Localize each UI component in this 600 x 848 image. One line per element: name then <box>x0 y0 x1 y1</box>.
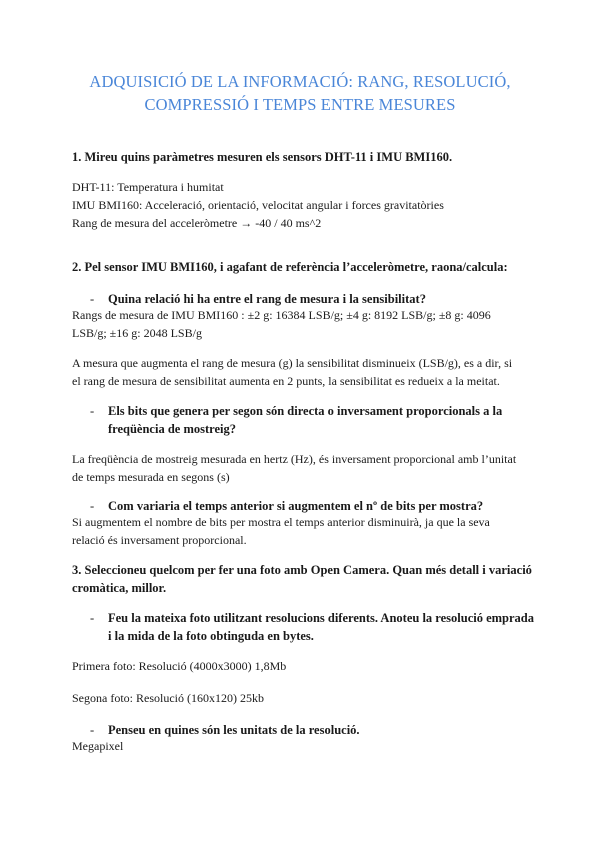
bullet-dash: - <box>90 611 95 625</box>
q3-photo-2: Segona foto: Resolució (160x120) 25kb <box>72 691 264 705</box>
bullet-dash: - <box>90 723 95 737</box>
q2-bullet-2-text: Els bits que genera per segon són directa o inversament proporcionals a la freqüència de mostreig? <box>108 404 503 436</box>
q3-bullet-1-text: Feu la mateixa foto utilitzant resolucions diferents. Anoteu la resolució emprada i la mida de la foto obtinguda en bytes. <box>108 611 535 643</box>
q2-b3-answer: Si augmentem el nombre de bits per mostra el temps anterior disminuirà, ja que la seva relació és inversament proporcional. <box>72 515 490 547</box>
q2-bullet-1-text: Quina relació hi ha entre el rang de mesura i la sensibilitat? <box>108 292 426 306</box>
q2-b1-paragraph: A mesura que augmenta el rang de mesura (g) la sensibilitat disminueix (LSB/g), es a dir, si el rang de mesura de sensibilitat aumenta en 2 punts, la sensibilitat es redueix a la meitat. <box>72 356 513 388</box>
q2-heading: 2. Pel sensor IMU BMI160, i agafant de referència l’acceleròmetre, raona/calcula: <box>72 260 508 274</box>
q3-bullet-2-text: Penseu en quines són les unitats de la resolució. <box>108 723 360 737</box>
bullet-dash: - <box>90 292 95 306</box>
title-line-1: ADQUISICIÓ DE LA INFORMACIÓ: RANG, RESOLUCIÓ, <box>89 72 511 91</box>
bullet-dash: - <box>90 404 95 418</box>
q3-photo-1: Primera foto: Resolució (4000x3000) 1,8Mb <box>72 659 287 673</box>
q1-answer <box>72 178 532 232</box>
q2-b1-answer: Rangs de mesura de IMU BMI160 : ±2 g: 16384 LSB/g; ±4 g: 8192 LSB/g; ±8 g: 4096 LSB/g; ±16 g: 2048 LSB/g <box>72 308 491 340</box>
bullet-dash: - <box>90 499 95 513</box>
q1-heading: 1. Mireu quins paràmetres mesuren els sensors DHT-11 i IMU BMI160. <box>72 150 453 164</box>
q1-line-dht11: DHT-11: Temperatura i humitat <box>72 180 224 194</box>
q3-b2-answer: Megapixel <box>72 739 124 753</box>
q2-bullet-3-text: Com variaria el temps anterior si augmentem el nº de bits per mostra? <box>108 499 484 513</box>
q1-line-imu: IMU BMI160: Acceleració, orientació, velocitat angular i forces gravitatòries <box>72 198 444 212</box>
title-line-2: COMPRESSIÓ I TEMPS ENTRE MESURES <box>144 95 456 114</box>
q1-line-range: Rang de mesura del acceleròmetre → -40 / 40 ms^2 <box>72 216 322 230</box>
document-title <box>60 70 540 116</box>
q3-heading: 3. Seleccioneu quelcom per fer una foto amb Open Camera. Quan més detall i variació cromàtica, millor. <box>72 563 532 595</box>
q2-b2-answer: La freqüència de mostreig mesurada en hertz (Hz), és inversament proporcional amb l’unitat de temps mesurada en segons (s) <box>72 452 517 484</box>
